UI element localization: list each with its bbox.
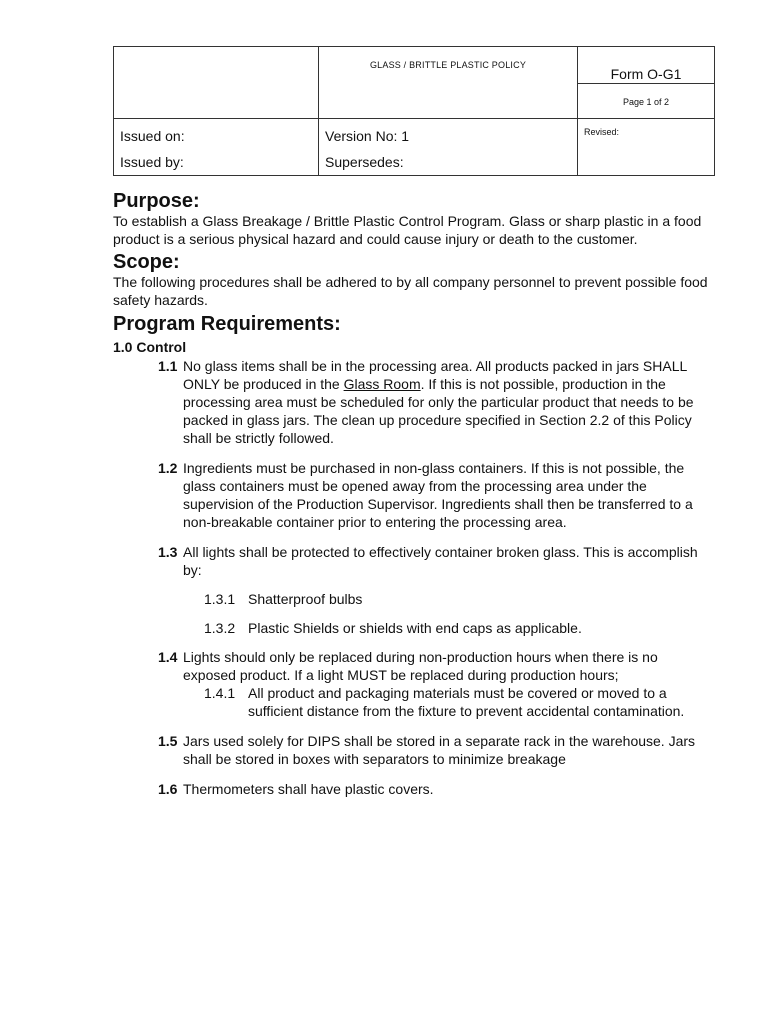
version-cell: [319, 119, 578, 176]
header-table: [113, 46, 715, 176]
revised: Revised:: [584, 127, 620, 137]
item-1-2: [113, 459, 713, 531]
issued-on: Issued on:: [120, 128, 185, 144]
item-1-4: [113, 648, 713, 684]
form-code: Form O-G1: [610, 66, 682, 82]
item-1-1: [113, 357, 713, 447]
issued-by: Issued by:: [120, 154, 184, 170]
item-number: 1.2: [158, 460, 178, 476]
item-text: Ingredients must be purchased in non-glass containers. If this is not possible, the glass containers must be opened away from the processing area under the supervision of the Production Supervisor. Ingredients shall then be transferred to a non-breakable container prior to entering the processing area.: [183, 460, 693, 530]
sub-item-number: 1.3.1: [204, 591, 236, 607]
sub-item-text: All product and packaging materials must be covered or moved to a sufficient distance from the fixture to prevent accidental contamination.: [248, 685, 685, 719]
purpose-text: To establish a Glass Breakage / Brittle Plastic Control Program. Glass or sharp plastic in a food product is a serious physical hazard and could cause injury or death to the customer.: [113, 213, 702, 247]
revised-cell: [578, 119, 715, 176]
item-text: Lights should only be replaced during non-production hours when there is no exposed product. If a light MUST be replaced during production hours;: [183, 649, 658, 683]
item-1-6: [113, 780, 713, 798]
document-page: [113, 46, 713, 798]
page-number: Page 1 of 2: [622, 97, 670, 107]
sub-item-number: 1.4.1: [204, 685, 236, 701]
item-text: Thermometers shall have plastic covers.: [183, 781, 434, 797]
supersedes: Supersedes:: [325, 154, 404, 170]
sub-item-text: Plastic Shields or shields with end caps as applicable.: [248, 620, 582, 636]
program-requirements-heading: Program Requirements:: [113, 313, 341, 335]
item-1-3: [113, 543, 713, 579]
scope-text: The following procedures shall be adhered to by all company personnel to prevent possible food safety hazards.: [113, 274, 708, 308]
page-number-cell: [578, 84, 715, 119]
purpose-heading: Purpose:: [113, 190, 200, 212]
issued-cell: [114, 119, 319, 176]
item-text: Jars used solely for DIPS shall be stored in a separate rack in the warehouse. Jars shall be stored in boxes with separators to minimize breakage: [183, 733, 696, 767]
section-control-heading: 1.0 Control: [113, 339, 187, 355]
item-1-5: [113, 732, 713, 768]
item-number: 1.4: [158, 649, 178, 665]
item-text: All lights shall be protected to effectively container broken glass. This is accomplish by:: [183, 544, 698, 578]
sub-item-text: Shatterproof bulbs: [248, 591, 363, 607]
logo-cell: [114, 47, 319, 119]
item-number: 1.1: [158, 358, 178, 374]
version-no: Version No: 1: [325, 128, 410, 144]
scope-heading: Scope:: [113, 251, 180, 273]
item-number: 1.6: [158, 781, 178, 797]
sub-item-1-3-1: [113, 590, 713, 608]
item-number: 1.3: [158, 544, 178, 560]
glass-room-link: Glass Room: [343, 376, 421, 392]
form-code-cell: [578, 47, 715, 84]
item-number: 1.5: [158, 733, 178, 749]
sub-item-number: 1.3.2: [204, 620, 236, 636]
policy-title: GLASS / BRITTLE PLASTIC POLICY: [319, 47, 578, 119]
item-text: . If this is not possible, production in the processing area must be scheduled for only the particular product that needs to be packed in glass jars. The clean up procedure specified in Section 2.2 of this Policy shall be strictly followed.: [183, 376, 694, 446]
sub-item-1-3-2: [113, 619, 713, 637]
sub-item-1-4-1: [113, 684, 713, 720]
item-text: No glass items shall be in the processing area. All products packed in jars SHALL ONLY be produced in the: [183, 358, 687, 392]
